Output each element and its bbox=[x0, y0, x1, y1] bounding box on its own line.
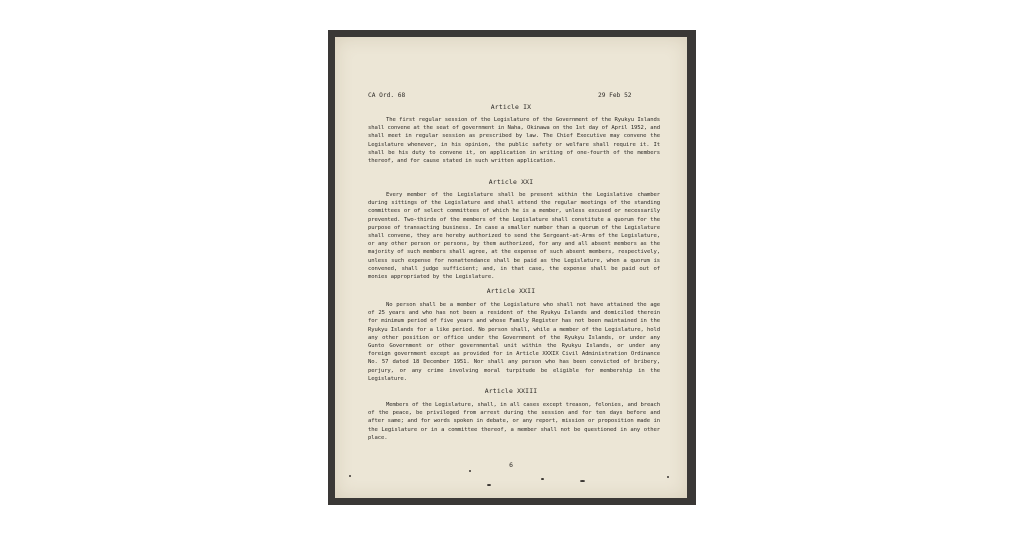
article-paragraph: No person shall be a member of the Legislature who shall not have attained the age of 25 years and who has not been a resident of the Ryukyu Islands and domiciled therein for minimum period of five years and whose Family Register has not been maintained in the Ryukyu Islands for a like period. No person shall, while a member of the Legislature, hold any other position or office under the Government of the Ryukyu Islands, or under any Gunto Government or other governmental unit within the Ryukyu Islands, or under any foreign government except as provided for in Article XXXIX Civil Administration Ordinance No. 57 dated 18 December 1951. Nor shall any person who has been convicted of bribery, perjury, or any crime involving moral turpitude be eligible for membership in the Legislature. bbox=[368, 302, 660, 382]
document-date: 29 Feb 52 bbox=[598, 92, 632, 99]
article-heading: Article XXIII bbox=[484, 387, 538, 395]
ink-speck bbox=[349, 475, 351, 477]
ink-speck bbox=[487, 484, 491, 486]
page-number: 6 bbox=[509, 461, 513, 469]
ink-speck bbox=[667, 476, 669, 478]
article-heading: Article IX bbox=[490, 103, 532, 111]
article-paragraph: The first regular session of the Legislature of the Government of the Ryukyu Islands shall convene at the seat of government in Naha, Okinawa on the 1st day of April 1952, and shall meet in regular session as prescribed by law. The Chief Executive may convene the Legislature whenever, in his opinion, the public safety or welfare shall require it. It shall be his duty to convene it, on application in writing of one-fourth of the members thereof, and for cause stated in such written application. bbox=[368, 117, 660, 165]
document-page bbox=[335, 37, 687, 498]
scanned-page-frame bbox=[328, 30, 696, 505]
article-heading: Article XXII bbox=[486, 287, 536, 295]
ink-speck bbox=[541, 478, 544, 480]
ink-speck bbox=[469, 470, 471, 472]
ordinance-reference: CA Ord. 68 bbox=[368, 92, 406, 99]
article-paragraph: Members of the Legislature, shall, in all cases except treason, felonies, and breach of the peace, be privileged from arrest during the session and for ten days before and after same; and for words spoken in debate, or any report, mission or proposition made in the Legislature or in a committee thereof, a member shall not be questioned in any other place. bbox=[368, 402, 660, 441]
article-heading: Article XXI bbox=[488, 178, 534, 186]
article-paragraph: Every member of the Legislature shall be present within the Legislative chamber during sittings of the Legislature and shall attend the regular meetings of the standing committees or of select committees of which he is a member, unless excused or necessarily prevented. Two-thirds of the members of the Legislature shall constitute a quorum for the purpose of transacting business. In case a smaller number than a quorum of the Legislature shall convene, they are hereby authorized to send the Sergeant-at-Arms of the Legislature, or any other person or persons, by them authorized, for any and all absent members as the majority of such members shall agree, at the expense of such absent members, respectively, unless such expense for nonattendance shall be paid as the Legislature, when a quorum is convened, shall judge sufficient; and, in that case, the expense shall be paid out of monies appropriated by the Legislature. bbox=[368, 192, 660, 281]
ink-speck bbox=[580, 480, 585, 482]
